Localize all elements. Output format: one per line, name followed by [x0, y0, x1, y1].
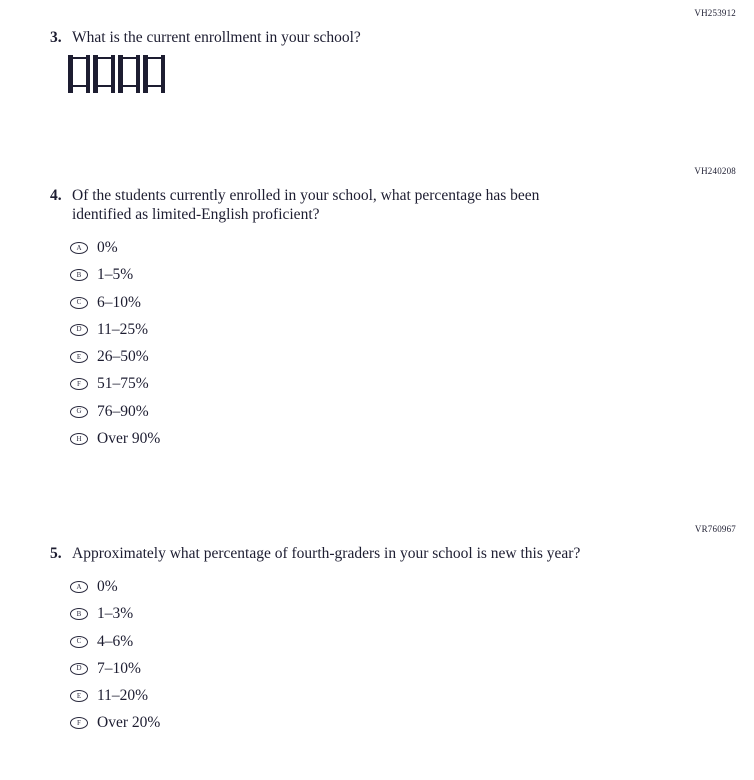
- option-label: 7–10%: [97, 659, 141, 677]
- option-label: 76–90%: [97, 402, 149, 420]
- question-5-section: [50, 524, 736, 742]
- question-5-row: [50, 544, 736, 563]
- option-label: 26–50%: [97, 348, 149, 366]
- oval-letter: A: [76, 582, 82, 591]
- answer-oval-a[interactable]: [70, 581, 88, 593]
- question-4-options: [70, 239, 736, 448]
- question-4-number: 4.: [50, 187, 62, 204]
- option-label: 1–5%: [97, 266, 134, 284]
- oval-letter: D: [76, 664, 82, 673]
- question-3-number: 3.: [50, 29, 62, 46]
- answer-oval-d[interactable]: [70, 324, 88, 336]
- question-4-code: VH240208: [694, 166, 736, 176]
- answer-oval-c[interactable]: [70, 636, 88, 648]
- option-row: [70, 321, 736, 339]
- answer-oval-b[interactable]: [70, 608, 88, 620]
- question-5-number: 5.: [50, 545, 62, 562]
- oval-letter: E: [76, 352, 82, 361]
- oval-letter: C: [76, 637, 82, 646]
- option-label: 11–25%: [97, 320, 149, 338]
- option-label: Over 20%: [97, 714, 161, 732]
- option-row: [70, 375, 736, 393]
- answer-oval-f[interactable]: [70, 378, 88, 390]
- option-row: [70, 403, 736, 421]
- option-row: [70, 605, 736, 623]
- oval-letter: H: [76, 434, 82, 443]
- answer-oval-f[interactable]: [70, 717, 88, 729]
- question-3-code: VH253912: [694, 8, 736, 18]
- oval-letter: F: [77, 718, 81, 727]
- enrollment-digit-boxes: [68, 57, 736, 87]
- answer-oval-b[interactable]: [70, 269, 88, 281]
- option-label: 51–75%: [97, 375, 149, 393]
- question-4-text: Of the students currently enrolled in your school, what percentage has been identified as limited-English proficient?: [72, 187, 540, 223]
- answer-oval-c[interactable]: [70, 297, 88, 309]
- digit-box-4[interactable]: [143, 57, 165, 87]
- option-label: Over 90%: [97, 430, 161, 448]
- oval-letter: C: [76, 298, 82, 307]
- answer-oval-e[interactable]: [70, 690, 88, 702]
- oval-letter: D: [76, 325, 82, 334]
- option-row: [70, 714, 736, 732]
- question-5-options: [70, 578, 736, 732]
- option-row: [70, 430, 736, 448]
- oval-letter: A: [76, 243, 82, 252]
- option-row: [70, 239, 736, 257]
- question-3-text: What is the current enrollment in your school?: [72, 29, 361, 46]
- question-5-code: VR760967: [694, 524, 736, 534]
- option-label: 0%: [97, 578, 118, 595]
- option-label: 0%: [97, 239, 118, 256]
- option-row: [70, 266, 736, 284]
- oval-letter: G: [76, 407, 82, 416]
- answer-oval-d[interactable]: [70, 663, 88, 675]
- option-row: [70, 294, 736, 312]
- answer-oval-g[interactable]: [70, 406, 88, 418]
- option-row: [70, 348, 736, 366]
- option-row: [70, 687, 736, 705]
- digit-box-3[interactable]: [118, 57, 140, 87]
- question-4-row: [50, 186, 736, 224]
- option-label: 11–20%: [97, 687, 149, 705]
- oval-letter: B: [76, 270, 82, 279]
- answer-oval-e[interactable]: [70, 351, 88, 363]
- oval-letter: B: [76, 609, 82, 618]
- question-4-section: [50, 166, 736, 457]
- question-3-section: [50, 8, 736, 87]
- option-row: [70, 578, 736, 596]
- question-3-row: [50, 28, 736, 47]
- option-label: 4–6%: [97, 632, 134, 650]
- option-row: [70, 633, 736, 651]
- digit-box-2[interactable]: [93, 57, 115, 87]
- question-5-text: Approximately what percentage of fourth-graders in your school is new this year?: [72, 545, 581, 562]
- option-label: 6–10%: [97, 293, 141, 311]
- option-label: 1–3%: [97, 605, 134, 623]
- oval-letter: E: [76, 691, 82, 700]
- oval-letter: F: [77, 379, 81, 388]
- answer-oval-h[interactable]: [70, 433, 88, 445]
- option-row: [70, 660, 736, 678]
- answer-oval-a[interactable]: [70, 242, 88, 254]
- digit-box-1[interactable]: [68, 57, 90, 87]
